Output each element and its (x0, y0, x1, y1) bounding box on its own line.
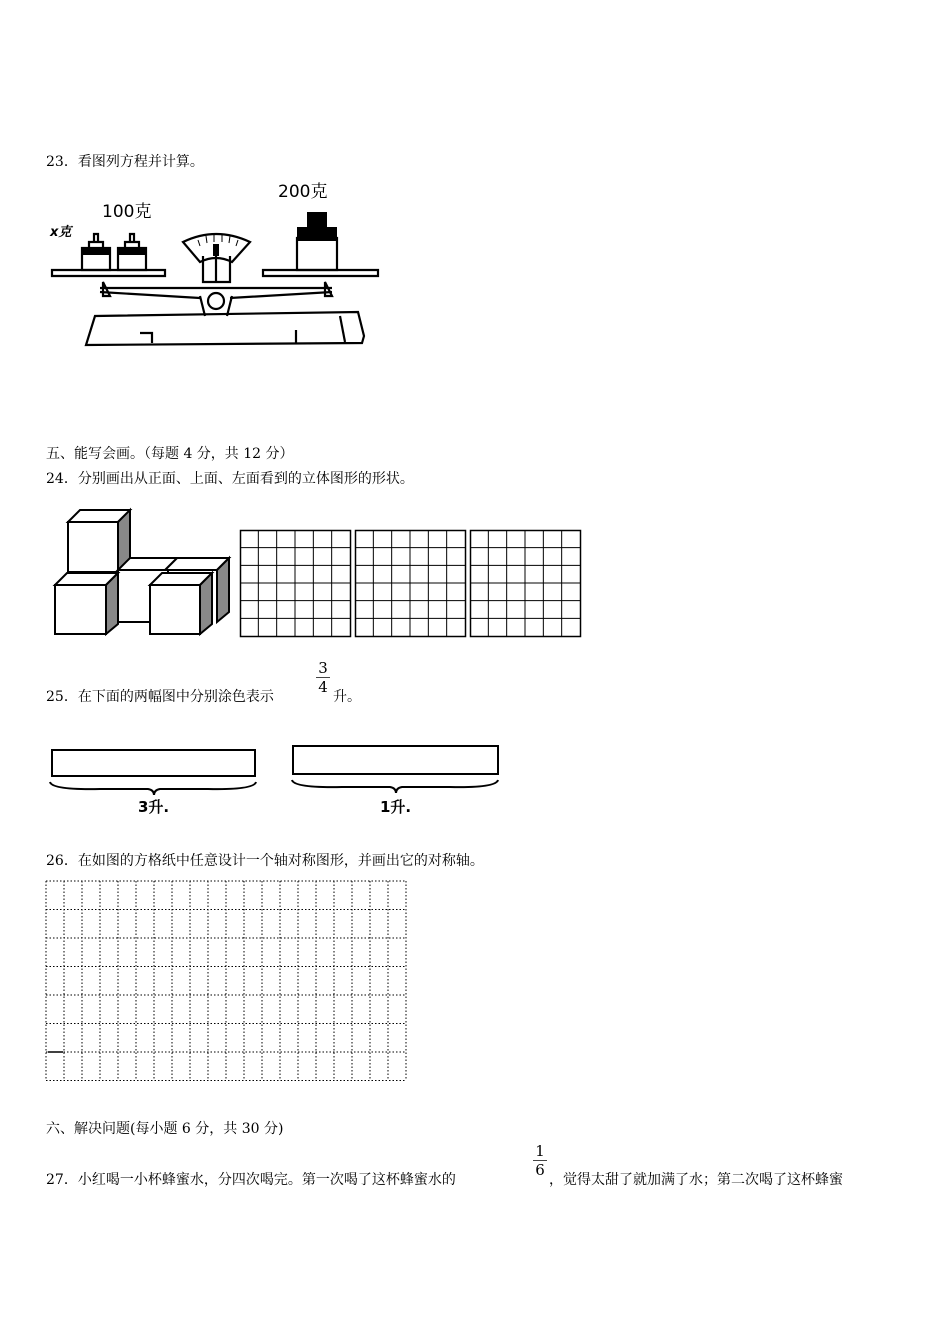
label-3-liters: 3升. (138, 798, 170, 816)
q25-text-after: 升。 (333, 689, 361, 705)
q25-fraction-numerator: 3 (318, 659, 328, 677)
q27-fraction-numerator: 1 (535, 1142, 545, 1160)
dotted-grid-paper[interactable] (45, 880, 407, 1084)
q27-fraction (533, 1143, 547, 1178)
q24-text: 24．分别画出从正面、上面、左面看到的立体图形的形状。 (46, 471, 414, 487)
label-x-gram: x克 (50, 225, 72, 240)
label-100-gram: 100克 (102, 202, 152, 222)
section5-title: 五、能写会画。（每题 4 分，共 12 分） (46, 446, 294, 462)
q25-text-before: 25．在下面的两幅图中分别涂色表示 (46, 689, 274, 705)
q27-text-after: ，觉得太甜了就加满了水；第二次喝了这杯蜂蜜 (549, 1172, 843, 1188)
label-200-gram: 200克 (278, 182, 328, 202)
q23-text: 23．看图列方程并计算。 (46, 154, 204, 170)
label-1-liter: 1升. (380, 798, 412, 816)
q27-fraction-denominator: 6 (535, 1161, 545, 1179)
q25-fraction-denominator: 4 (318, 678, 328, 696)
q26-text: 26．在如图的方格纸中任意设计一个轴对称图形，并画出它的对称轴。 (46, 853, 484, 869)
q27-text-before: 27．小红喝一小杯蜂蜜水，分四次喝完。第一次喝了这杯蜂蜜水的 (46, 1172, 456, 1188)
section6-title: 六、解决问题(每小题 6 分，共 30 分) (46, 1121, 284, 1137)
